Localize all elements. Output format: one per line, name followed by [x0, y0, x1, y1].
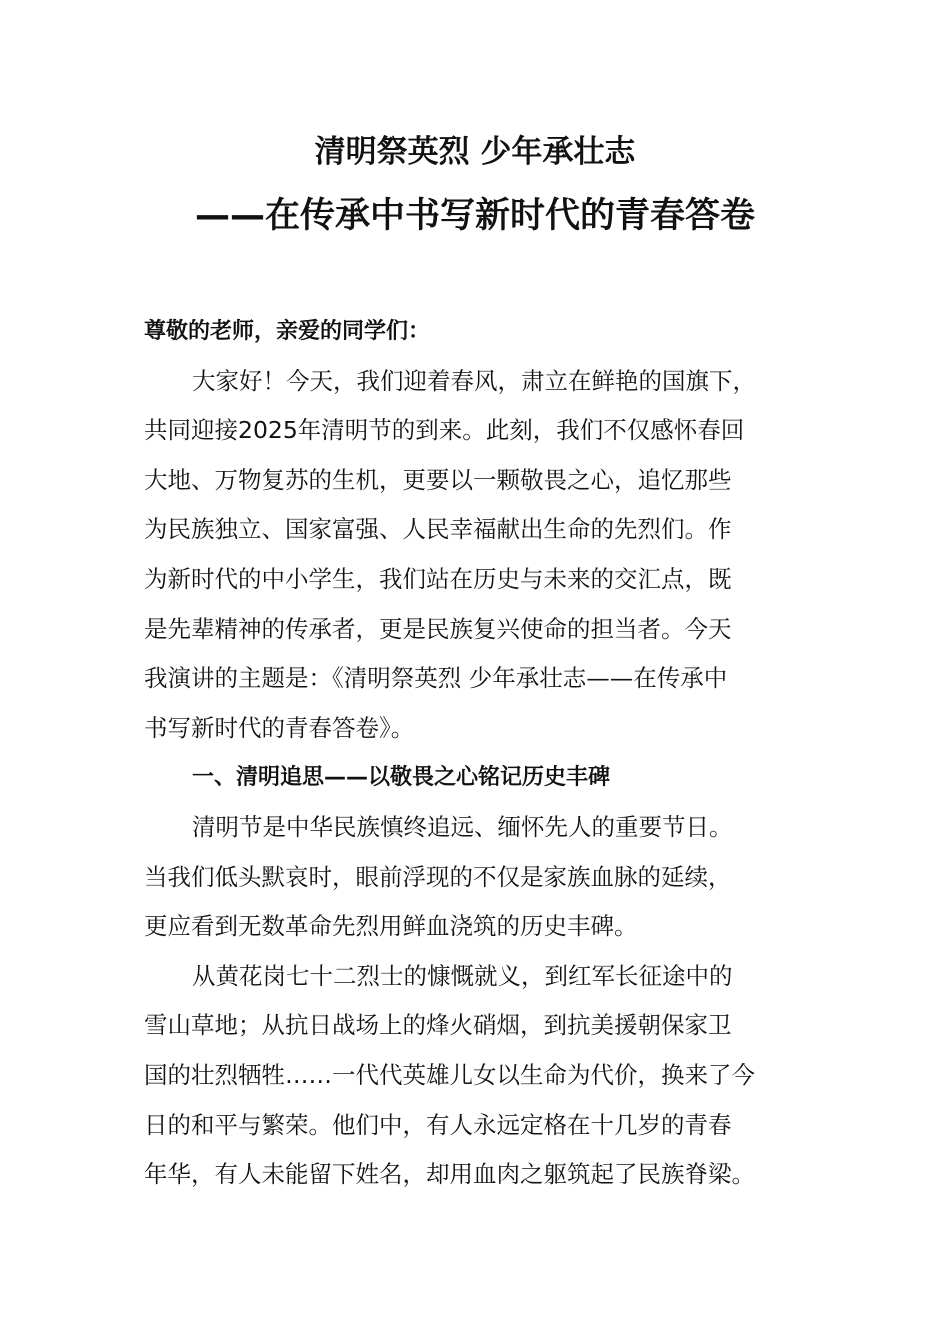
- paragraph-line: 清明节是中华民族慎终追远、缅怀先人的重要节日。: [192, 812, 733, 841]
- paragraph-line: 更应看到无数革命先烈用鲜血浇筑的历史丰碑。: [144, 912, 638, 941]
- paragraph-line: 共同迎接2025年清明节的到来。此刻，我们不仅感怀春回: [144, 416, 745, 445]
- paragraph-line: 国的壮烈牺牲……一代代英雄儿女以生命为代价，换来了今: [144, 1060, 755, 1089]
- paragraph-line: 日的和平与繁荣。他们中，有人永远定格在十几岁的青春: [144, 1110, 732, 1139]
- paragraph-line: 当我们低头默哀时，眼前浮现的不仅是家族血脉的延续，: [144, 862, 732, 891]
- paragraph-line: 为民族独立、国家富强、人民幸福献出生命的先烈们。作: [144, 515, 732, 544]
- salutation: 尊敬的老师，亲爱的同学们：: [144, 319, 431, 344]
- document-body: [144, 307, 834, 1200]
- paragraph-line: 年华，有人未能留下姓名，却用血肉之躯筑起了民族脊梁。: [144, 1160, 755, 1189]
- paragraph-line: 是先辈精神的传承者，更是民族复兴使命的担当者。今天: [144, 614, 732, 643]
- paragraph-line: 雪山草地；从抗日战场上的烽火硝烟，到抗美援朝保家卫: [144, 1011, 732, 1040]
- paragraph-line: 书写新时代的青春答卷》。: [144, 713, 415, 742]
- document-title: 清明祭英烈 少年承壮志: [314, 134, 636, 170]
- document-subtitle: ——在传承中书写新时代的青春答卷: [194, 196, 755, 236]
- paragraph-line: 大家好！今天，我们迎着春风，肃立在鲜艳的国旗下，: [192, 366, 756, 395]
- section-heading: 一、清明追思——以敬畏之心铭记历史丰碑: [192, 765, 611, 791]
- paragraph-line: 大地、万物复苏的生机，更要以一颗敬畏之心，追忆那些: [144, 465, 732, 494]
- paragraph-line: 为新时代的中小学生，我们站在历史与未来的交汇点，既: [144, 564, 732, 593]
- paragraph-line: 我演讲的主题是：《清明祭英烈 少年承壮志——在传承中: [144, 664, 728, 693]
- paragraph-line: 从黄花岗七十二烈士的慷慨就义，到红军长征途中的: [192, 961, 733, 990]
